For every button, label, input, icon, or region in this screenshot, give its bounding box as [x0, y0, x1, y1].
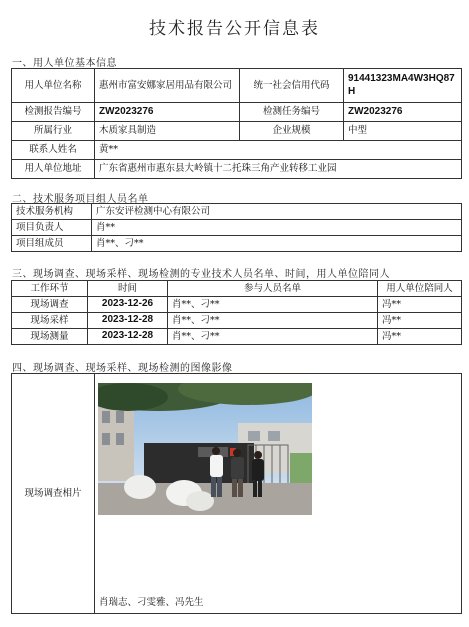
- company-name-value: 惠州市富安娜家居用品有限公司: [95, 69, 240, 103]
- members-value: 肖**、刁**: [92, 236, 462, 252]
- site-photo: [98, 383, 312, 515]
- page-title: 技术报告公开信息表: [149, 19, 320, 39]
- header-companion: 用人单位陪同人: [378, 281, 462, 297]
- address-value: 广东省惠州市惠东县大岭镇十二托珠三角产业转移工业园: [95, 160, 462, 179]
- section-4-heading: 四、现场调查、现场采样、现场检测的图像影像: [12, 363, 233, 374]
- table-row: [12, 329, 462, 345]
- scale-label: 企业规模: [240, 122, 344, 141]
- row-staff: 肖**、刁**: [168, 313, 378, 329]
- members-label: 项目组成员: [12, 236, 92, 252]
- row-staff: 肖**、刁**: [168, 329, 378, 345]
- contact-label: 联系人姓名: [12, 141, 95, 160]
- row-companion: 冯**: [378, 329, 462, 345]
- photo-label: 现场调查相片: [12, 374, 95, 614]
- header-stage: 工作环节: [12, 281, 88, 297]
- org-value: 广东安评检测中心有限公司: [92, 204, 462, 220]
- section-1-heading: 一、用人单位基本信息: [12, 58, 117, 69]
- row-date: 2023-12-28: [88, 329, 168, 345]
- table-row: [12, 313, 462, 329]
- section-2-heading: 二、技术服务项目组人员名单: [12, 194, 149, 205]
- table-row: [12, 297, 462, 313]
- section-3-heading: 三、现场调查、现场采样、现场检测的专业技术人员名单、时间，用人单位陪同人: [12, 269, 390, 280]
- address-label: 用人单位地址: [12, 160, 95, 179]
- org-label: 技术服务机构: [12, 204, 92, 220]
- industry-value: 木质家具制造: [95, 122, 240, 141]
- lead-label: 项目负责人: [12, 220, 92, 236]
- row-date: 2023-12-28: [88, 313, 168, 329]
- credit-code-value: 91441323MA4W3HQ87H: [344, 69, 462, 103]
- photo-cell: [95, 374, 462, 614]
- photo-table: [11, 373, 462, 614]
- fieldwork-table: [11, 280, 462, 345]
- row-stage: 现场调查: [12, 297, 88, 313]
- company-info-table: [11, 68, 462, 179]
- lead-value: 肖**: [92, 220, 462, 236]
- report-no-label: 检测报告编号: [12, 103, 95, 122]
- row-stage: 现场采样: [12, 313, 88, 329]
- photo-caption: 肖瑞志、刁雯雅、冯先生: [99, 597, 204, 609]
- company-name-label: 用人单位名称: [12, 69, 95, 103]
- credit-code-label: 统一社会信用代码: [240, 69, 344, 103]
- report-no-value: ZW2023276: [95, 103, 240, 122]
- contact-value: 黄**: [95, 141, 462, 160]
- row-staff: 肖**、刁**: [168, 297, 378, 313]
- header-date: 时间: [88, 281, 168, 297]
- task-no-value: ZW2023276: [344, 103, 462, 122]
- task-no-label: 检测任务编号: [240, 103, 344, 122]
- scale-value: 中型: [344, 122, 462, 141]
- row-companion: 冯**: [378, 313, 462, 329]
- row-date: 2023-12-26: [88, 297, 168, 313]
- row-stage: 现场测量: [12, 329, 88, 345]
- industry-label: 所属行业: [12, 122, 95, 141]
- row-companion: 冯**: [378, 297, 462, 313]
- header-staff: 参与人员名单: [168, 281, 378, 297]
- team-table: [11, 203, 462, 252]
